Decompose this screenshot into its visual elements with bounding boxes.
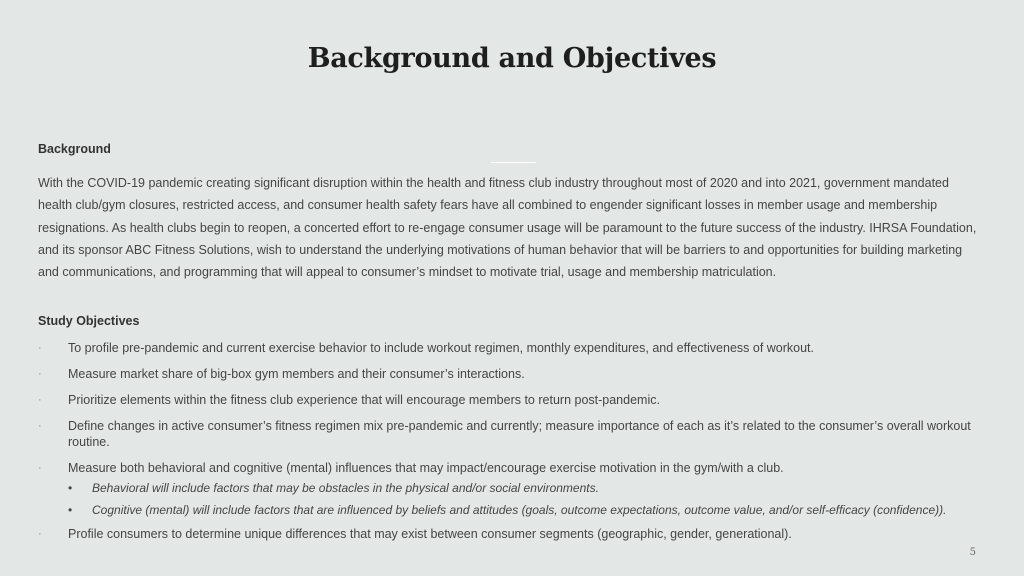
objective-item xyxy=(38,526,978,542)
objective-item xyxy=(38,392,978,408)
sub-objective-text: Cognitive (mental) will include factors that are influenced by beliefs and attitudes (goals, outcome expectations, outcome value, and/or self-efficacy (confidence)). xyxy=(92,503,947,517)
objective-item xyxy=(38,460,978,518)
bullet-icon: · xyxy=(38,528,42,540)
sub-objective-text: Behavioral will include factors that may be obstacles in the physical and/or social environments. xyxy=(92,481,599,495)
objective-text: Measure both behavioral and cognitive (mental) influences that may impact/encourage exercise motivation in the gym/with a club. xyxy=(68,461,784,475)
bullet-icon: · xyxy=(38,368,42,380)
page-title: Background and Objectives xyxy=(307,43,717,74)
sub-bullet-icon: • xyxy=(68,503,73,517)
objective-text: To profile pre-pandemic and current exercise behavior to include workout regimen, monthly expenditures, and effectiveness of workout. xyxy=(68,341,815,355)
study-objectives-heading: Study Objectives xyxy=(38,314,140,328)
page-number: 5 xyxy=(969,547,976,558)
objective-item xyxy=(38,340,978,356)
sub-objectives-list xyxy=(68,480,978,518)
objectives-list xyxy=(38,340,978,552)
objective-text: Define changes in active consumer’s fitness regimen mix pre-pandemic and currently; measure importance of each as it’s related to the consumer’s overall workout routine. xyxy=(68,419,971,449)
sub-bullet-icon: • xyxy=(68,481,73,495)
divider xyxy=(491,162,536,163)
bullet-icon: · xyxy=(38,420,42,432)
sub-objective-item xyxy=(68,502,978,518)
objective-text: Prioritize elements within the fitness club experience that will encourage members to return post-pandemic. xyxy=(68,393,660,407)
objective-text: Profile consumers to determine unique differences that may exist between consumer segments (geographic, gender, generational). xyxy=(68,527,792,541)
objective-item xyxy=(38,418,978,450)
bullet-icon: · xyxy=(38,462,42,474)
background-paragraph: With the COVID-19 pandemic creating significant disruption within the health and fitness club industry throughout most of 2020 and into 2021, government mandated health club/gym closures, restricted access, and consumer health safety fears have all combined to engender significant losses in member usage and membership resignations. As health clubs begin to reopen, a concerted effort to re-engage consumer usage will be paramount to the future success of the industry. IHRSA Foundation, and its sponsor ABC Fitness Solutions, wish to understand the underlying motivations of human behavior that will be barriers to and opportunities for building marketing and communications, and programming that will appeal to consumer’s mindset to motivate trial, usage and membership matriculation. xyxy=(38,176,977,280)
bullet-icon: · xyxy=(38,394,42,406)
background-heading: Background xyxy=(38,142,111,156)
sub-objective-item xyxy=(68,480,978,496)
objective-text: Measure market share of big-box gym members and their consumer’s interactions. xyxy=(68,367,525,381)
objective-item xyxy=(38,366,978,382)
bullet-icon: · xyxy=(38,342,42,354)
